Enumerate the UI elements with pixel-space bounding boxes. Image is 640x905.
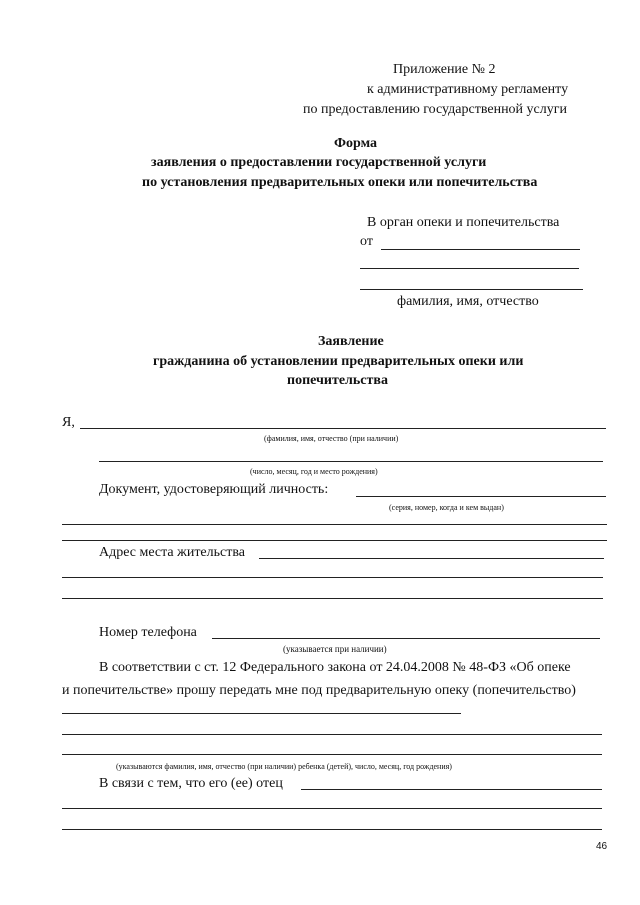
address-label: Адрес места жительства	[99, 545, 245, 560]
applicant-name-caption: (фамилия, имя, отчество (при наличии)	[264, 434, 399, 443]
addressee-label: В орган опеки и попечительства	[367, 215, 560, 230]
birth-field[interactable]	[99, 461, 603, 462]
statement-title: Заявление	[318, 334, 384, 349]
form-label: Форма	[334, 136, 378, 151]
applicant-name-field[interactable]	[80, 428, 606, 429]
phone-label: Номер телефона	[99, 625, 197, 640]
from-label: от	[360, 234, 373, 249]
address-field[interactable]	[259, 558, 604, 559]
id-doc-field[interactable]	[356, 496, 606, 497]
birth-caption: (число, месяц, год и место рождения)	[250, 467, 378, 476]
fio-caption: фамилия, имя, отчество	[397, 294, 539, 309]
phone-field[interactable]	[212, 638, 600, 639]
law-paragraph-line1: В соответствии с ст. 12 Федерального закона от 24.04.2008 № 48-ФЗ «Об опеке	[99, 660, 571, 675]
child-field-3[interactable]	[62, 754, 602, 755]
id-doc-label: Документ, удостоверяющий личность:	[99, 482, 329, 497]
page-number: 46	[596, 841, 608, 852]
father-label: В связи с тем, что его (ее) отец	[99, 776, 283, 791]
from-field-line-1[interactable]	[381, 249, 580, 250]
address-field-2[interactable]	[62, 577, 603, 578]
appendix-service: по предоставлению государственной услуги	[303, 102, 567, 117]
from-field-line-3[interactable]	[360, 289, 583, 290]
appendix-number: Приложение № 2	[393, 62, 496, 77]
i-label: Я,	[62, 415, 75, 430]
child-field-1[interactable]	[62, 713, 461, 714]
from-field-line-2[interactable]	[360, 268, 579, 269]
statement-subtitle-line1: гражданина об установлении предварительных опеки или	[153, 354, 524, 369]
father-field-3[interactable]	[62, 829, 602, 830]
phone-caption: (указывается при наличии)	[283, 644, 387, 654]
appendix-ref: к административному регламенту	[367, 82, 569, 97]
statement-subtitle-line2: попечительства	[287, 373, 388, 388]
id-doc-field-3[interactable]	[62, 540, 607, 541]
form-title-line2: по установления предварительных опеки или попечительства	[142, 175, 538, 190]
id-doc-field-2[interactable]	[62, 524, 607, 525]
father-field[interactable]	[301, 789, 602, 790]
id-doc-caption: (серия, номер, когда и кем выдан)	[389, 503, 504, 512]
father-field-2[interactable]	[62, 808, 602, 809]
form-title-line1: заявления о предоставлении государственной услуги	[151, 155, 487, 170]
child-caption: (указываются фамилия, имя, отчество (при наличии) ребенка (детей), число, месяц, год рождения)	[116, 762, 452, 771]
address-field-3[interactable]	[62, 598, 603, 599]
law-paragraph-line2: и попечительстве» прошу передать мне под предварительную опеку (попечительство)	[62, 683, 576, 698]
child-field-2[interactable]	[62, 734, 602, 735]
